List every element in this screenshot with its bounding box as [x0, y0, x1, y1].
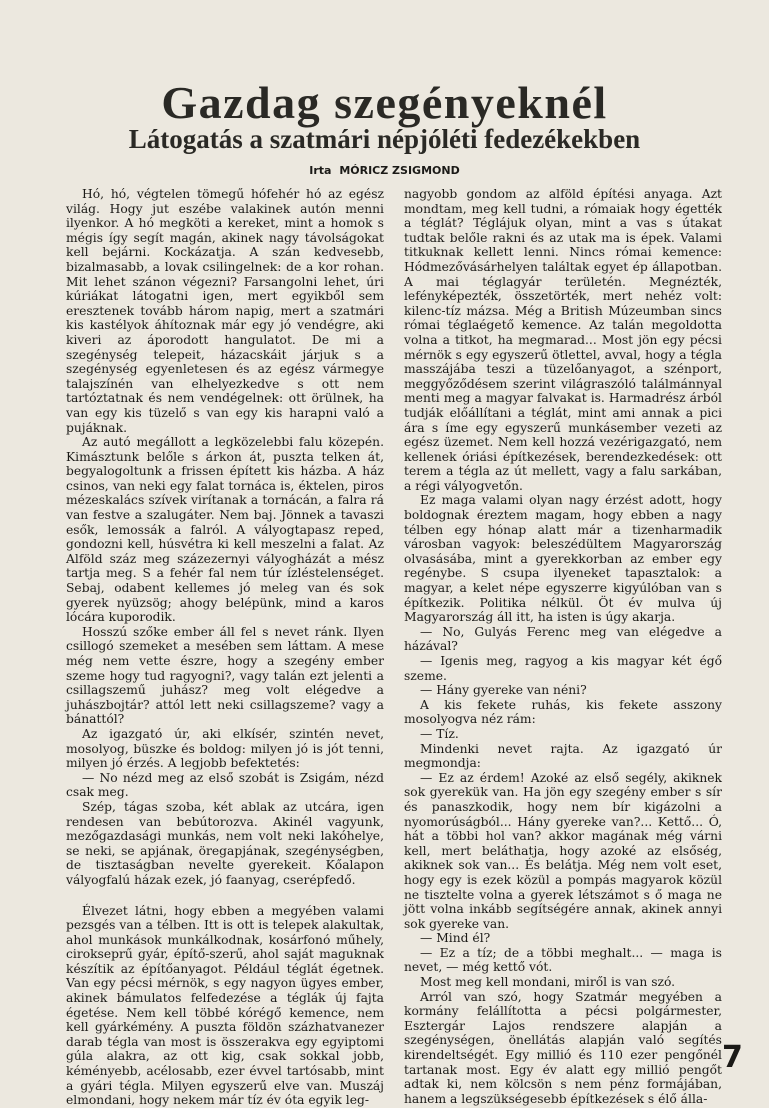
paragraph: A kis fekete ruhás, kis fekete asszony mosolyogva néz rám: [404, 697, 722, 727]
paragraph: Az autó megállott a legközelebbi falu közepén. Kimásztunk belőle s árkon át, puszta telken át, begyalogoltunk a frissen épített kis házba. A ház csinos, van neki egy falat tornáca is, éktelen, piros mézeskalács szívek virítanak a tornácán, a falra rá van festve a szalugáter. Nem baj. Jönnek a tavaszi esők, lemossák a falról. A vályogtapasz reped, gondozni kell, húsvétra ki kell meszelni a falat. Az Alföld száz meg százezernyi vályogházát a mész tartja meg. S a fehér fal nem túr ízléstelenséget. Sebaj, odabent kellemes jó meleg van és sok gyerek nyüzsög; ahogy belépünk, mind a karos lócára kuporodik. [66, 435, 384, 625]
paragraph: — Ez a tíz; de a többi meghalt... — maga is nevet, — még kettő vót. [404, 945, 722, 975]
paragraph: Hó, hó, végtelen tömegű hófehér hó az egész világ. Hogy jut eszébe valakinek autón menni ilyenkor. A hó megköti a kereket, mint a homok s mégis így segít magán, akinek nagy távolságokat kell bejárni. Kockázatja. A szán kedvesebb, bizalmasabb, a lovak csilingelnek: de a kor rohan. Mit lehet szánon végezni? Farsangolni lehet, úri kúriákat látogatni igen, mert egyikből sem eresztenek tovább három napig, mert a szatmári kis kastélyok áhítoznak már egy jó vendégre, aki kiveri az áporodott hangulatot. De mi a szegénység telepeit, házacskáit járjuk s a szegénység egyenletesen és az egész vármegye talajszínén van elhelyezkedve s ott nem tartóztatnak és nem vendégelnek: ott örülnek, ha van egy kis tüzelő s van egy kis harapni való a pujáknak. [66, 187, 384, 435]
paragraph: — Mind él? [420, 931, 491, 946]
article-subtitle: Látogatás a szatmári népjóléti fedezékekben [128, 124, 641, 154]
paragraph: Ez maga valami olyan nagy érzést adott, hogy boldognak éreztem magam, hogy ebben a nagy télben egy hónap alatt már a tizenharmadik városban vagyok: beleszédültem Magyarország olvasásába, mint a gyerekkorban az ember egy regénybe. S csupa ilyeneket tapasztalok: a magyar, a kelet népe egyszerre kigyúlóban van s építkezik. Politika nélkül. Öt év mulva új Magyarország áll itt, ha isten is úgy akarja. [404, 493, 722, 625]
paragraph: — No, Gulyás Ferenc meg van elégedve a házával? [404, 624, 722, 654]
byline-prefix: Irta [309, 164, 332, 177]
paragraph: — Igenis meg, ragyog a kis magyar két égő szeme. [404, 654, 722, 683]
paragraph: Most meg kell mondani, miről is van szó. [420, 975, 676, 990]
paragraph: Az igazgató úr, aki elkísér, szintén nevet, mosolyog, büszke és boldog: milyen jó is jót tenni, milyen jó érzés. A legjobb befektetés: [66, 726, 384, 771]
author-name: MÓRICZ ZSIGMOND [339, 164, 460, 177]
paragraph: Mindenki nevet rajta. Az igazgató úr megmondja: [404, 741, 722, 771]
paragraph: — Tíz. [420, 726, 459, 741]
paragraph: — Hány gyereke van néni? [420, 683, 587, 698]
left-column [66, 187, 384, 1108]
page-number: 7 [722, 1040, 743, 1075]
paragraph: Szép, tágas szoba, két ablak az utcára, igen rendesen van bebútorozva. Akinél vagyunk, mezőgazdasági munkás, nem volt neki lakóhelye, se neki, se apjának, öregapjának, szegénységben, de tisztaságban nevelte gyerekeit. Kőalapon vályogfalú házak ezek, jó faanyag, cserépfedő. [66, 799, 384, 887]
paragraph: Élvezet látni, hogy ebben a megyében valami pezsgés van a télben. Itt is ott is telepek alakultak, ahol munkások munkálkodnak, kosárfonó műhely, cirokseprű gyár, építő-szerű, ahol saját maguknak készítik az építőanyagot. Például téglát égetnek. Van egy pécsi mérnök, s egy nagyon ügyes ember, akinek bámulatos felfedezése a téglák új fajta égetése. Nem kell többé kórégő kemence, nem kell gyárkémény. A puszta földön százhatvanezer darab tégla van most is összerakva egy egyiptomi gúla alakra, az ott kig, csak sokkal jobb, kéményebb, acélosabb, ezer évvel tartósabb, mint a gyári tégla. Milyen egyszerű elve van. Muszáj elmondani, hogy nekem már tíz év óta egyik leg- [66, 903, 384, 1108]
paragraph: Hosszú szőke ember áll fel s nevet ránk. Ilyen csillogó szemeket a mesében sem láttam. A mese még nem vette észre, hogy a szegény ember szeme hogy tud ragyogni?, vagy talán ezt jelenti a csillagszemű juhász? meg volt elégedve a juhászbojtár? attól lett neki csillagszeme? vagy a bánattól? [66, 624, 384, 727]
paragraph: — Ez az érdem! Azoké az első segély, akiknek sok gyerekük van. Ha jön egy szegény ember s sír és panaszkodik, hogy nem bír kigázolni a nyomorúságból... Hány gyereke van?... Kettő... Ó, hát a többi hol van? akkor magának még várni kell, mert beláthatja, hogy azoké az elsőség, akiknek sok van... És belátja. Még nem volt eset, hogy egy is ezek közül a pompás magyarok közül ne tisztelte volna a gyerek létszámot s ő maga ne jött volna inkább segítségére annak, akinek annyi sok gyereke van. [404, 770, 722, 931]
right-column [404, 187, 722, 1106]
paragraph: nagyobb gondom az alföld építési anyaga. Azt mondtam, meg kell tudni, a rómaiak hogy égették a téglát? Téglájuk olyan, mint a vas s útakat tudtak belőle rakni és az utak ma is épek. Valami titkuknak kellett lenni. Nincs római kemence: Hódmezővásárhelyen találtak egyet ép állapotban. A mai téglagyár területén. Megnézték, lefényképezték, összetörték, mert nehéz volt: kilenc-tíz mázsa. Még a British Múzeumban sincs római téglaégető kemence. Az talán megoldotta volna a titkot, ha megmarad... Most jön egy pécsi mérnök s egy egyszerű ötlettel, avval, hogy a tégla masszájába teszi a tüzelőanyagot, a szénport, meggyőződésem szerint világraszóló találmánnyal menti meg a magyar falvakat is. Harmadrész árból tudják előállítani a téglát, mint ami annak a pici ára s íme egy egyszerű munkásember vezeti az egész üzemet. Nem kell hozzá vezérigazgató, nem kellenek óriási építkezések, berendezkedések: ott terem a tégla az út mellett, vagy a falu sarkában, a régi vályogvetőn. [404, 187, 722, 493]
paragraph: Arról van szó, hogy Szatmár megyében a kormány felállította a pécsi polgármester, Esztergár Lajos rendszere alapján a szegénységen, önellátás alapján való segítés kirendeltségét. Egy millió és 110 ezer pengőnél tartanak most. Egy év alatt egy millió pengőt adtak ki, nem kölcsön s nem pénz formájában, hanem a legszükségesebb építkezések s élő álla- [404, 989, 722, 1106]
byline [0, 164, 769, 177]
paragraph: — No nézd meg az első szobát is Zsigám, nézd csak meg. [66, 770, 384, 800]
article-title: Gazdag szegényeknél [161, 77, 608, 128]
